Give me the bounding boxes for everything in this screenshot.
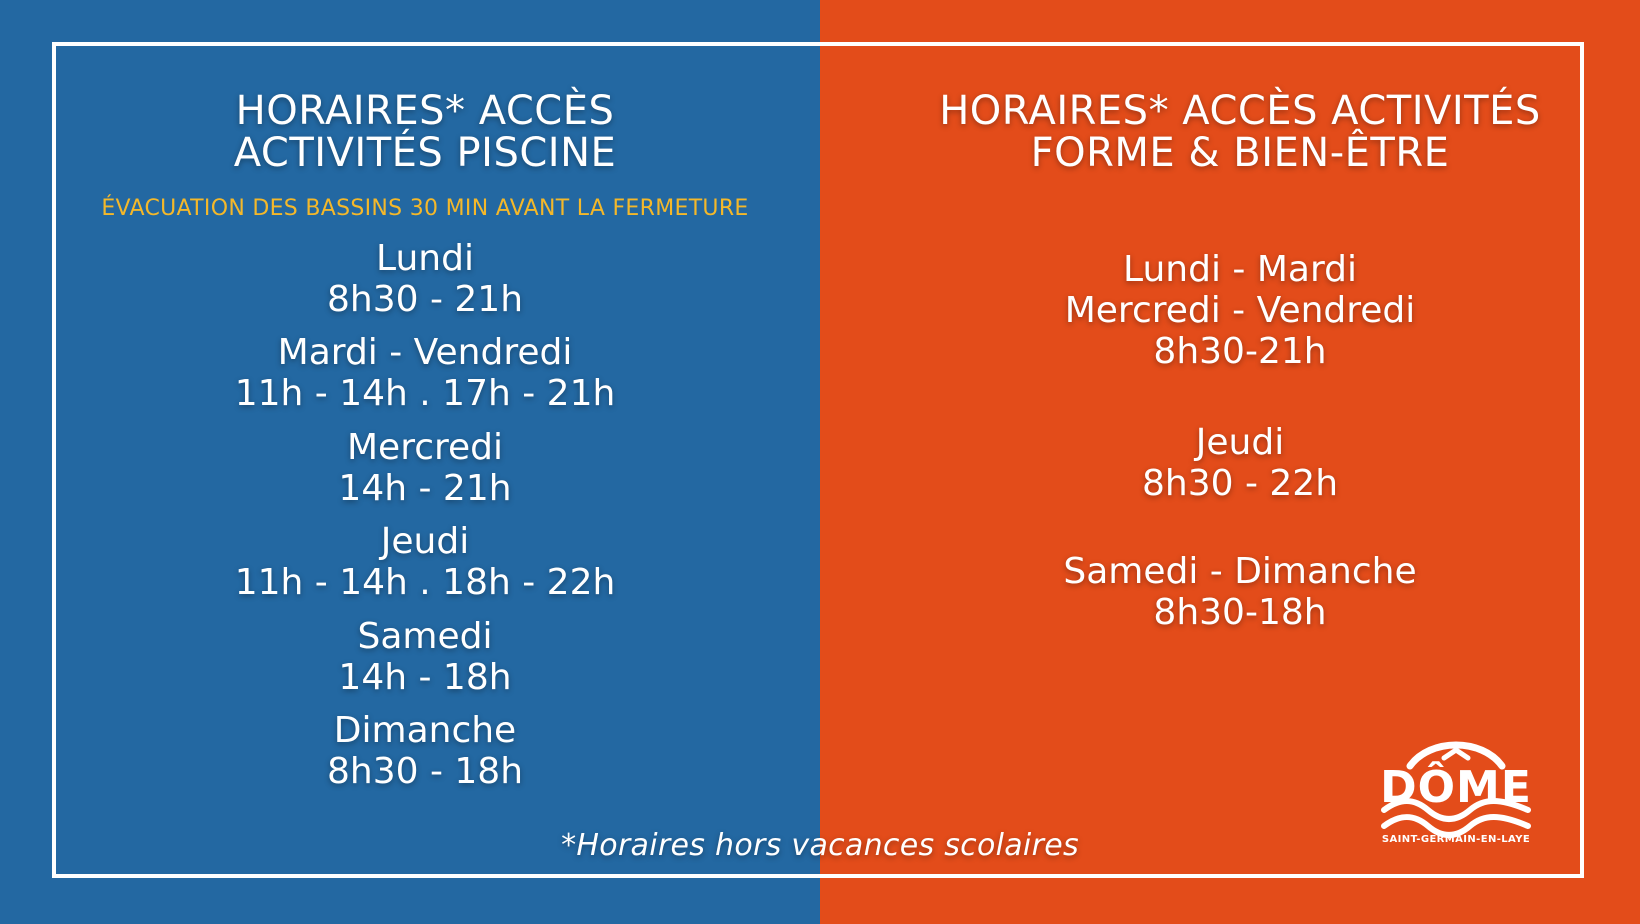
- schedule-day: Lundi: [376, 238, 474, 279]
- schedule-day: Dimanche: [333, 710, 517, 751]
- schedule-day: Samedi: [357, 616, 493, 657]
- schedule-day: Samedi - Dimanche: [1063, 551, 1417, 592]
- schedule-hours: 14h - 18h: [338, 657, 512, 698]
- pool-schedule: [60, 0, 790, 924]
- schedule-entry: [880, 551, 1600, 633]
- schedule-hours: 8h30 - 18h: [326, 751, 524, 792]
- schedule-hours: 14h - 21h: [338, 468, 512, 509]
- logo-brand: DÔME: [1380, 762, 1532, 813]
- schedule-entry: [60, 521, 790, 603]
- schedule-day: Mardi - Vendredi: [277, 332, 573, 373]
- schedule-entry: [880, 422, 1600, 504]
- schedule-day: Jeudi: [380, 521, 470, 562]
- schedule-hours: 11h - 14h . 17h - 21h: [234, 373, 616, 414]
- schedule-hours: 8h30-18h: [1153, 592, 1327, 633]
- pool-title-line2: ACTIVITÉS PISCINE: [233, 130, 617, 176]
- schedule-entry: [60, 238, 790, 320]
- pool-title-line1: HORAIRES* ACCÈS: [235, 88, 615, 134]
- footnote: *Horaires hors vacances scolaires: [561, 828, 1079, 863]
- schedule-entry: [60, 710, 790, 792]
- schedule-hours: 8h30-21h: [1153, 331, 1327, 372]
- dome-logo-icon: [1380, 734, 1532, 844]
- schedule-entry: [60, 616, 790, 698]
- schedule-entry: [60, 427, 790, 509]
- schedule-entry: [60, 332, 790, 414]
- schedule-hours: 11h - 14h . 18h - 22h: [234, 562, 616, 603]
- schedule-day: Mercredi: [346, 427, 504, 468]
- evacuation-notice: ÉVACUATION DES BASSINS 30 MIN AVANT LA FERMETURE: [101, 196, 749, 221]
- schedule-day: Lundi - Mardi: [1123, 249, 1357, 290]
- schedule-day: Jeudi: [1195, 422, 1285, 463]
- fitness-title-line2: FORME & BIEN-ÊTRE: [1030, 130, 1450, 176]
- schedule-hours: 8h30 - 22h: [1141, 463, 1339, 504]
- logo-location: SAINT-GERMAIN-EN-LAYE: [1381, 834, 1531, 845]
- fitness-title-line1: HORAIRES* ACCÈS ACTIVITÉS: [939, 88, 1541, 134]
- schedule-hours: 8h30 - 21h: [326, 279, 524, 320]
- schedule-entry: [880, 249, 1600, 372]
- schedule-day: Mercredi - Vendredi: [1064, 290, 1416, 331]
